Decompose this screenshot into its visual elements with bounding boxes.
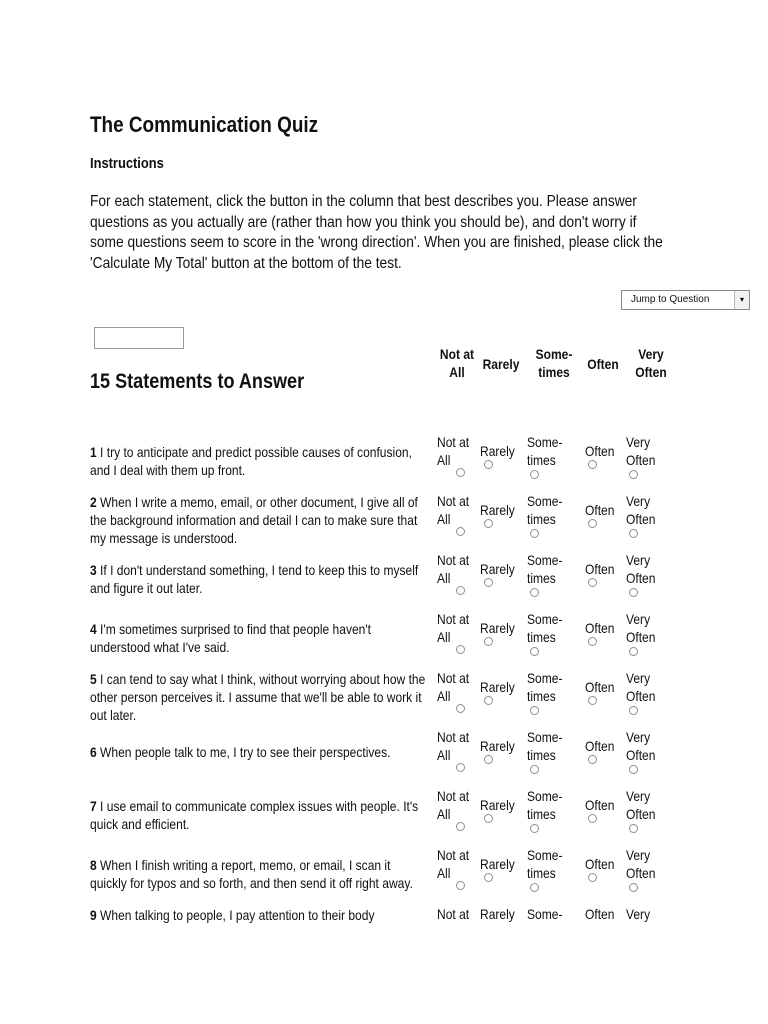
answer-radio[interactable] — [456, 881, 465, 890]
answer-option-line: Not at — [437, 729, 470, 745]
answer-option-line: Not at — [437, 611, 470, 627]
answer-option-line: times — [527, 865, 556, 881]
question-line — [90, 706, 434, 724]
answer-option-label — [480, 678, 515, 696]
answer-radio[interactable] — [588, 519, 597, 528]
answer-option-line: Not at — [437, 552, 470, 568]
question-text — [90, 670, 434, 724]
answer-option-label — [480, 905, 515, 923]
answer-option-label — [626, 728, 655, 764]
answer-radio[interactable] — [484, 696, 493, 705]
answer-option-line: Rarely — [480, 906, 515, 922]
answer-option-line: Often — [626, 511, 656, 527]
instructions-line: 'Calculate My Total' button at the bottom of the test. — [90, 254, 402, 272]
question-line — [90, 529, 434, 547]
answer-radio[interactable] — [588, 873, 597, 882]
question-line-text: If I don't understand something, I tend to keep this to myself — [100, 562, 419, 578]
answer-radio[interactable] — [629, 647, 638, 656]
answer-radio[interactable] — [484, 637, 493, 646]
answer-radio[interactable] — [629, 765, 638, 774]
column-header-line: Rarely — [482, 356, 520, 372]
answer-option-line: Very — [626, 906, 651, 922]
answer-radio[interactable] — [530, 529, 539, 538]
question-text — [90, 906, 434, 924]
answer-radio[interactable] — [456, 822, 465, 831]
answer-option-line: Rarely — [480, 502, 515, 518]
answer-radio[interactable] — [588, 755, 597, 764]
answer-option-label — [527, 492, 562, 528]
answer-option-line: All — [437, 865, 451, 881]
answer-option-label — [626, 492, 655, 528]
question-line — [90, 443, 434, 461]
answer-option-line: Often — [585, 738, 615, 754]
answer-option-line: Often — [626, 806, 656, 822]
answer-option-line: Not at — [437, 847, 470, 863]
answer-option-label — [626, 433, 655, 469]
answer-option-label — [626, 905, 650, 923]
answer-option-line: Rarely — [480, 443, 515, 459]
question-text — [90, 443, 434, 479]
answer-option-label — [527, 433, 562, 469]
answer-radio[interactable] — [484, 873, 493, 882]
answer-option-label — [585, 560, 614, 578]
answer-option-label — [527, 551, 562, 587]
answer-option-line: Some- — [527, 670, 563, 686]
answer-option-line: Not at — [437, 906, 470, 922]
instructions-text — [90, 192, 675, 274]
question-row — [0, 787, 768, 846]
answer-option-line: Very — [626, 788, 651, 804]
question-text — [90, 620, 434, 656]
question-line-text: my message is understood. — [90, 530, 238, 546]
answer-radio[interactable] — [530, 824, 539, 833]
answer-radio[interactable] — [530, 765, 539, 774]
question-line-text: quick and efficient. — [90, 816, 190, 832]
answer-option-line: Some- — [527, 611, 563, 627]
question-line-text: When talking to people, I pay attention to their body — [100, 907, 375, 923]
answer-radio[interactable] — [456, 704, 465, 713]
question-line-text: out later. — [90, 707, 137, 723]
question-line-text: and figure it out later. — [90, 580, 203, 596]
answer-option-line: Often — [585, 502, 615, 518]
answer-radio[interactable] — [629, 883, 638, 892]
question-number: 4 — [90, 621, 97, 637]
question-line — [90, 688, 434, 706]
answer-option-line: Rarely — [480, 797, 515, 813]
answer-radio[interactable] — [588, 814, 597, 823]
answer-option-line: Very — [626, 670, 651, 686]
answer-radio[interactable] — [484, 814, 493, 823]
question-number: 2 — [90, 494, 97, 510]
instructions-line: questions as you actually are (rather than how you think you should be), and don't worry if — [90, 213, 637, 231]
answer-option-line: Rarely — [480, 620, 515, 636]
answer-option-line: Some- — [527, 552, 563, 568]
answer-option-label — [527, 669, 562, 705]
question-row — [0, 905, 768, 964]
question-text — [90, 856, 434, 892]
question-line — [90, 815, 434, 833]
answer-option-line: Rarely — [480, 738, 515, 754]
answer-option-line: times — [527, 570, 556, 586]
answer-option-label — [585, 501, 614, 519]
instructions-line: some questions seem to score in the 'wrong direction'. When you are finished, please click the — [90, 234, 663, 251]
answer-option-line: Not at — [437, 493, 470, 509]
answer-option-label — [480, 796, 515, 814]
question-line — [90, 461, 434, 479]
question-number: 9 — [90, 907, 97, 923]
question-line-text: the background information and detail I can to make sure that — [90, 512, 418, 528]
question-text — [90, 743, 434, 761]
question-line — [90, 743, 434, 761]
answer-radio[interactable] — [588, 637, 597, 646]
answer-option-label — [626, 669, 655, 705]
page-title: The Communication Quiz — [90, 112, 319, 137]
question-line — [90, 620, 434, 638]
answer-option-label — [480, 501, 515, 519]
question-text — [90, 493, 434, 547]
question-line-text: When I finish writing a report, memo, or email, I scan it — [100, 857, 391, 873]
answer-option-label — [585, 619, 614, 637]
question-line-text: I try to anticipate and predict possible causes of confusion, — [100, 444, 412, 460]
question-number: 6 — [90, 744, 97, 760]
answer-option-label — [437, 846, 469, 882]
question-line — [90, 670, 434, 688]
question-line-text: When people talk to me, I try to see their perspectives. — [100, 744, 391, 760]
answer-option-line: Rarely — [480, 561, 515, 577]
answer-option-line: All — [437, 806, 451, 822]
answer-option-label — [585, 737, 614, 755]
question-row — [0, 610, 768, 669]
column-header-line: Some- — [535, 346, 573, 362]
answer-option-line: Rarely — [480, 679, 515, 695]
answer-option-line: Often — [585, 561, 615, 577]
answer-radio[interactable] — [456, 645, 465, 654]
answer-option-line: Rarely — [480, 856, 515, 872]
answer-radio[interactable] — [588, 460, 597, 469]
answer-radio[interactable] — [629, 470, 638, 479]
answer-option-line: Often — [585, 906, 615, 922]
answer-option-label — [437, 669, 469, 705]
question-line-text: I'm sometimes surprised to find that people haven't — [100, 621, 372, 637]
answer-radio[interactable] — [530, 588, 539, 597]
column-header-line: times — [538, 364, 570, 380]
answer-radio[interactable] — [588, 578, 597, 587]
answer-radio[interactable] — [456, 468, 465, 477]
question-line-text: other person perceives it. I assume that we'll be able to work it — [90, 689, 422, 705]
answer-option-line: Some- — [527, 788, 563, 804]
answer-option-label — [527, 610, 562, 646]
answer-radio[interactable] — [629, 706, 638, 715]
question-line — [90, 856, 434, 874]
answer-option-line: Some- — [527, 493, 563, 509]
question-row — [0, 846, 768, 905]
question-row — [0, 551, 768, 610]
answer-option-line: times — [527, 629, 556, 645]
answer-option-line: Often — [626, 747, 656, 763]
answer-option-label — [437, 433, 469, 469]
answer-option-label — [585, 796, 614, 814]
answer-option-line: times — [527, 688, 556, 704]
answer-option-line: Very — [626, 729, 651, 745]
question-line — [90, 638, 434, 656]
question-row — [0, 728, 768, 787]
answer-option-line: All — [437, 688, 451, 704]
answer-option-label — [480, 619, 515, 637]
answer-option-label — [437, 728, 469, 764]
answer-option-line: Often — [626, 865, 656, 881]
answer-radio[interactable] — [484, 519, 493, 528]
question-number: 1 — [90, 444, 97, 460]
answer-option-label — [626, 610, 655, 646]
answer-option-label — [585, 855, 614, 873]
column-header — [625, 345, 677, 381]
column-header — [577, 355, 629, 373]
answer-option-line: All — [437, 511, 451, 527]
question-number: 8 — [90, 857, 97, 873]
answer-option-line: All — [437, 629, 451, 645]
answer-option-label — [437, 905, 469, 923]
question-line — [90, 511, 434, 529]
answer-option-line: Very — [626, 552, 651, 568]
answer-option-label — [585, 442, 614, 460]
answer-option-line: Very — [626, 847, 651, 863]
answer-radio[interactable] — [530, 647, 539, 656]
answer-radio[interactable] — [484, 578, 493, 587]
column-header-line: All — [449, 364, 465, 380]
question-line — [90, 561, 434, 579]
answer-option-line: Not at — [437, 788, 470, 804]
answer-option-line: Not at — [437, 434, 470, 450]
answer-option-line: times — [527, 511, 556, 527]
column-header-line: Very — [638, 346, 664, 362]
answer-option-line: Often — [626, 452, 656, 468]
answer-radio[interactable] — [484, 755, 493, 764]
question-line-text: When I write a memo, email, or other document, I give all of — [100, 494, 418, 510]
answer-option-line: Often — [626, 570, 656, 586]
answer-radio[interactable] — [456, 586, 465, 595]
answer-option-label — [480, 442, 515, 460]
answer-option-line: Some- — [527, 906, 563, 922]
answer-option-line: All — [437, 747, 451, 763]
answer-option-line: times — [527, 806, 556, 822]
column-header — [528, 345, 580, 381]
question-number: 3 — [90, 562, 97, 578]
answer-option-label — [437, 551, 469, 587]
question-text — [90, 561, 434, 597]
answer-option-label — [527, 905, 562, 923]
answer-radio[interactable] — [530, 883, 539, 892]
answer-radio[interactable] — [530, 706, 539, 715]
answer-option-label — [527, 846, 562, 882]
answer-radio[interactable] — [629, 529, 638, 538]
answer-option-line: Often — [626, 629, 656, 645]
answer-option-line: Often — [626, 688, 656, 704]
jump-select-value: Jump to Question — [631, 294, 710, 305]
column-header — [475, 355, 527, 373]
answer-radio[interactable] — [629, 588, 638, 597]
answer-option-label — [437, 787, 469, 823]
answer-option-line: Very — [626, 434, 651, 450]
column-header-line: Often — [635, 364, 667, 380]
answer-option-line: Often — [585, 856, 615, 872]
statements-heading: 15 Statements to Answer — [90, 370, 305, 393]
answer-option-label — [480, 855, 515, 873]
question-line-text: and I deal with them up front. — [90, 462, 246, 478]
question-line — [90, 906, 434, 924]
question-number: 7 — [90, 798, 97, 814]
answer-radio[interactable] — [530, 470, 539, 479]
question-line — [90, 579, 434, 597]
answer-radio[interactable] — [588, 696, 597, 705]
score-text-field[interactable] — [94, 327, 184, 349]
column-header-line: Not at — [439, 346, 475, 362]
question-line — [90, 797, 434, 815]
question-row — [0, 669, 768, 728]
instructions-heading: Instructions — [90, 155, 164, 172]
chevron-down-icon[interactable]: ▾ — [734, 291, 749, 309]
answer-option-line: Often — [585, 620, 615, 636]
question-row — [0, 492, 768, 551]
question-line-text: I can tend to say what I think, without worrying about how the — [100, 671, 426, 687]
question-number: 5 — [90, 671, 97, 687]
answer-radio[interactable] — [456, 527, 465, 536]
answer-option-label — [437, 492, 469, 528]
answer-option-line: All — [437, 570, 451, 586]
answer-option-line: Not at — [437, 670, 470, 686]
answer-option-line: Often — [585, 443, 615, 459]
jump-to-question-select[interactable] — [621, 290, 750, 310]
answer-option-label — [527, 728, 562, 764]
answer-option-label — [626, 787, 655, 823]
question-line — [90, 493, 434, 511]
answer-radio[interactable] — [629, 824, 638, 833]
answer-option-line: times — [527, 747, 556, 763]
question-line-text: I use email to communicate complex issues with people. It's — [100, 798, 419, 814]
answer-radio[interactable] — [484, 460, 493, 469]
answer-option-line: Some- — [527, 434, 563, 450]
answer-option-label — [480, 560, 515, 578]
answer-option-line: times — [527, 452, 556, 468]
answer-option-label — [480, 737, 515, 755]
answer-radio[interactable] — [456, 763, 465, 772]
question-text — [90, 797, 434, 833]
answer-option-label — [626, 551, 655, 587]
answer-option-label — [585, 905, 614, 923]
instructions-line: For each statement, click the button in the column that best describes you. Please answer — [90, 193, 637, 210]
answer-option-label — [585, 678, 614, 696]
answer-option-line: Very — [626, 493, 651, 509]
answer-option-line: Some- — [527, 847, 563, 863]
column-header-line: Often — [587, 356, 619, 372]
question-line-text: understood what I've said. — [90, 639, 230, 655]
question-line-text: quickly for typos and so forth, and then send it off right away. — [90, 875, 413, 891]
answer-option-line: All — [437, 452, 451, 468]
answer-option-label — [626, 846, 655, 882]
answer-option-line: Some- — [527, 729, 563, 745]
answer-option-label — [437, 610, 469, 646]
answer-option-line: Very — [626, 611, 651, 627]
answer-option-label — [527, 787, 562, 823]
question-line — [90, 874, 434, 892]
question-row — [0, 433, 768, 492]
answer-option-line: Often — [585, 797, 615, 813]
answer-option-line: Often — [585, 679, 615, 695]
